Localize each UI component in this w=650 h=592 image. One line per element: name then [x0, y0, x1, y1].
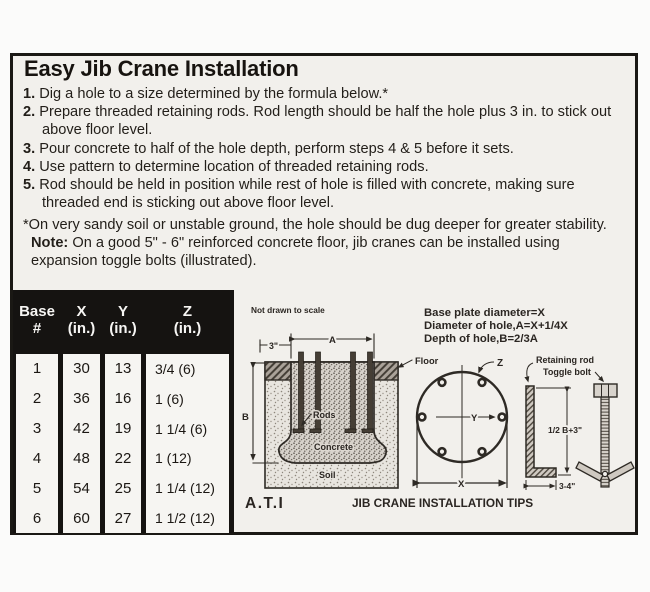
column-header-y: Y (in.): [109, 303, 137, 337]
step-text: Dig a hole to a size determined by the formula below.*: [39, 86, 389, 102]
instruction-list: [23, 85, 631, 212]
floor-slab-right: [374, 362, 398, 380]
step-text: Use pattern to determine location of threaded retaining rods.: [39, 158, 429, 175]
footnote: [23, 216, 627, 271]
table-cell: 4: [32, 449, 42, 467]
table-cell: 1 1/4 (12): [155, 480, 215, 497]
table-cell: 3: [32, 420, 42, 438]
hole-cross-section-diagram: [242, 334, 439, 488]
column-header-x: X (in.): [67, 303, 96, 337]
dimension-half-b-label: 1/2 B+3": [548, 425, 583, 435]
table-cell: 60: [73, 509, 90, 527]
table-cell: 5: [32, 479, 42, 497]
instruction-step: [23, 140, 631, 158]
z-leader-line: [479, 362, 494, 372]
table-cell: 3/4 (6): [155, 360, 196, 377]
formula-hole-diameter: Diameter of hole,A=X+1/4X: [424, 320, 568, 332]
dimension-a-label: A: [329, 335, 336, 346]
fastener-diagrams: [526, 355, 634, 491]
table-cell: 6: [32, 509, 42, 527]
table-cell: 19: [114, 420, 132, 438]
dimension-b-label: B: [242, 412, 249, 423]
floor-slab-left: [265, 362, 291, 380]
toggle-bolt-label: Toggle bolt: [543, 367, 591, 377]
formula-base-plate: Base plate diameter=X: [424, 307, 545, 319]
step-text: Rod should be held in position while rest of hole is filled with concrete, making sure threaded end is sticking out above floor level.: [39, 177, 575, 212]
dimension-3-4: [526, 480, 556, 490]
table-cell: 54: [73, 479, 90, 497]
table-cell: 1 (6): [155, 390, 184, 407]
table-cell: 48: [73, 449, 90, 467]
instruction-step: [23, 85, 631, 103]
concrete-label: Concrete: [314, 442, 354, 452]
instruction-step: [23, 176, 631, 212]
table-cell: 36: [73, 390, 90, 408]
footnote-part1: *On very sandy soil or unstable ground, the hole should be dug deeper for greater stability.: [23, 217, 607, 233]
column-header-z: Z (in.): [173, 303, 202, 337]
table-cell: 1: [32, 360, 42, 378]
dimension-3-4-label: 3-4": [559, 481, 576, 491]
dimension-3in-label: 3": [269, 341, 279, 351]
instruction-step: [23, 158, 631, 176]
toggle-bolt-leader: [595, 372, 603, 381]
column-x-values: [63, 354, 100, 533]
footnote-note-label: Note:: [31, 235, 69, 252]
table-cell: 1 (12): [155, 450, 192, 467]
step-number: 1.: [23, 86, 36, 102]
footnote-part2: On a good 5" - 6" reinforced concrete floor, jib cranes can be installed using expansion toggle bolts (illustrated).: [31, 235, 560, 270]
retaining-rod-leader: [527, 363, 533, 381]
table-header-row: [13, 290, 234, 354]
column-base-values: [16, 354, 58, 533]
table-cell: 30: [73, 360, 90, 378]
step-text: Pour concrete to half of the hole depth, perform steps 4 & 5 before it sets.: [39, 140, 514, 157]
base-dimensions-table: [13, 290, 234, 533]
dimension-x-label: X: [458, 479, 465, 490]
table-cell: 2: [32, 390, 42, 408]
table-cell: 1 1/4 (6): [155, 420, 208, 437]
table-cell: 27: [114, 509, 132, 527]
table-cell: 1 1/2 (12): [155, 510, 215, 527]
step-number: 3.: [23, 140, 36, 157]
dimension-z-label: Z: [497, 358, 504, 369]
caption-text: JIB CRANE INSTALLATION TIPS: [352, 496, 534, 510]
toggle-bolt-shape: [576, 384, 634, 487]
page-title: Easy Jib Crane Installation: [24, 56, 299, 81]
rods-label: Rods: [313, 410, 336, 420]
not-to-scale-note: Not drawn to scale: [251, 305, 325, 315]
step-number: 5.: [23, 177, 36, 194]
column-z-values: [146, 354, 229, 533]
table-cell: 42: [73, 420, 90, 438]
retaining-rod-label: Retaining rod: [536, 355, 594, 365]
installation-diagrams: [238, 292, 638, 534]
step-number: 2.: [23, 104, 36, 121]
table-body: [13, 354, 234, 533]
table-cell: 25: [114, 479, 132, 497]
soil-label: Soil: [319, 470, 336, 480]
brand-text: A.T.I: [245, 495, 285, 512]
floor-leader-line: [399, 360, 412, 367]
instruction-step: [23, 103, 631, 139]
step-text: Prepare threaded retaining rods. Rod length should be half the hole plus 3 in. to stick out above floor level.: [39, 104, 612, 139]
table-cell: 16: [114, 390, 132, 408]
dimension-y-label: Y: [471, 413, 478, 424]
table-cell: 22: [114, 449, 132, 467]
formula-block: [424, 307, 568, 345]
column-header-base: Base #: [19, 303, 55, 337]
formula-hole-depth: Depth of hole,B=2/3A: [424, 333, 538, 345]
column-y-values: [105, 354, 141, 533]
floor-label: Floor: [415, 356, 439, 366]
step-number: 4.: [23, 158, 36, 175]
base-plate-top-view-diagram: [417, 358, 507, 490]
table-cell: 13: [114, 360, 132, 378]
